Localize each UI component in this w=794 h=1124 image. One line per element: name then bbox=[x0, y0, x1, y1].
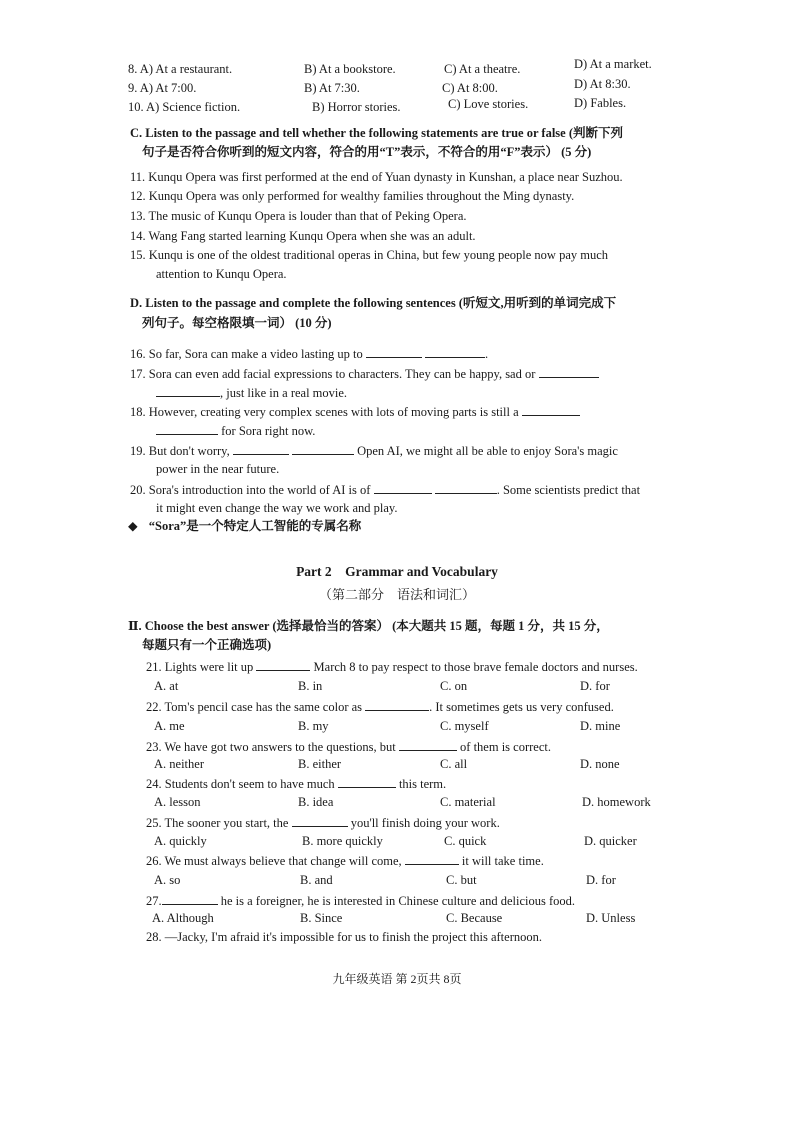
option-text: 9. A) At 7:00. bbox=[128, 81, 197, 95]
statement-11: 11. Kunqu Opera was first performed at the end of Yuan dynasty in Kunshan, a place near Suzhou. bbox=[130, 170, 623, 184]
option-b[interactable]: B. Since bbox=[300, 911, 343, 925]
option-text: C) At a theatre. bbox=[444, 62, 521, 76]
option-c[interactable]: C. all bbox=[440, 757, 468, 771]
blank-field[interactable] bbox=[539, 366, 599, 378]
option-c[interactable]: C. myself bbox=[440, 719, 489, 733]
question-26 bbox=[146, 853, 544, 870]
option-b[interactable]: B. more quickly bbox=[302, 834, 383, 848]
option-b[interactable]: B. my bbox=[298, 719, 329, 733]
instruction: Ⅱ. Choose the best answer (选择最恰当的答案） (本大题共 15 题，每题 1 分，共 15 分， bbox=[128, 619, 609, 633]
blank-field[interactable] bbox=[338, 776, 396, 788]
question-22 bbox=[146, 699, 614, 716]
blank-field[interactable] bbox=[522, 404, 580, 416]
option-text: B) At a bookstore. bbox=[304, 62, 396, 76]
blank-field[interactable] bbox=[156, 423, 218, 435]
option-d[interactable]: D. Unless bbox=[586, 911, 636, 925]
option-c[interactable]: C. quick bbox=[444, 834, 487, 848]
question-stem: he is a foreigner, he is interested in Chinese culture and delicious food. bbox=[220, 894, 576, 908]
question-stem: it will take time. bbox=[461, 854, 544, 868]
question-24 bbox=[146, 776, 446, 793]
section-d-heading-cont: 列句子。每空格限填一词） (10 分) bbox=[142, 316, 332, 330]
diamond-bullet-icon: ◆ bbox=[128, 519, 138, 533]
blank-field[interactable] bbox=[366, 346, 422, 358]
blank-field[interactable] bbox=[156, 385, 220, 397]
option-b[interactable]: B. either bbox=[298, 757, 342, 771]
sentence-text: 20. Sora's introduction into the world of AI is of bbox=[130, 483, 371, 497]
question-stem: 22. Tom's pencil case has the same color as bbox=[146, 700, 363, 714]
statement-12: 12. Kunqu Opera was only performed for wealthy families throughout the Ming dynasty. bbox=[130, 189, 575, 203]
sentence-18-cont bbox=[156, 423, 315, 440]
option-b[interactable]: B. in bbox=[298, 679, 323, 693]
blank-field[interactable] bbox=[256, 659, 310, 671]
blank-field[interactable] bbox=[435, 482, 497, 494]
blank-field[interactable] bbox=[425, 346, 485, 358]
question-stem: 25. The sooner you start, the bbox=[146, 816, 289, 830]
option-text: D) At 8:30. bbox=[574, 77, 631, 91]
question-28: 28. —Jacky, I'm afraid it's impossible for us to finish the project this afternoon. bbox=[146, 930, 542, 944]
note bbox=[128, 519, 361, 535]
blank-field[interactable] bbox=[292, 815, 348, 827]
question-23 bbox=[146, 739, 551, 756]
option-c[interactable]: C. on bbox=[440, 679, 468, 693]
statement-14: 14. Wang Fang started learning Kunqu Opera when she was an adult. bbox=[130, 229, 476, 243]
part-subtitle: （第二部分 语法和词汇） bbox=[318, 587, 475, 602]
blank-field[interactable] bbox=[233, 443, 289, 455]
sentence-17 bbox=[130, 366, 599, 383]
statement-15-cont: attention to Kunqu Opera. bbox=[156, 267, 287, 281]
option-d[interactable]: D. for bbox=[586, 873, 616, 887]
statement-13: 13. The music of Kunqu Opera is louder than that of Peking Opera. bbox=[130, 209, 467, 223]
blank-field[interactable] bbox=[405, 853, 459, 865]
option-d[interactable]: D. quicker bbox=[584, 834, 637, 848]
option-text: B) At 7:30. bbox=[304, 81, 360, 95]
option-text: 10. A) Science fiction. bbox=[128, 100, 241, 114]
question-27 bbox=[146, 893, 575, 910]
options-row-10 bbox=[128, 96, 688, 118]
sentence-19-cont: power in the near future. bbox=[156, 462, 280, 476]
option-d[interactable]: D. none bbox=[580, 757, 620, 771]
option-c[interactable]: C. but bbox=[446, 873, 477, 887]
sentence-text: 17. Sora can even add facial expressions to characters. They can be happy, sad or bbox=[130, 367, 536, 381]
sentence-17-cont bbox=[156, 385, 347, 402]
question-stem: 24. Students don't seem to have much bbox=[146, 777, 335, 791]
sentence-text: , just like in a real movie. bbox=[220, 386, 348, 400]
sentence-16: 16. So far, Sora can make a video lasting up to . bbox=[130, 347, 489, 361]
question-stem: March 8 to pay respect to those brave female doctors and nurses. bbox=[313, 660, 638, 674]
option-a[interactable]: A. at bbox=[154, 679, 179, 693]
blank-field[interactable] bbox=[292, 443, 354, 455]
blank-field[interactable] bbox=[365, 699, 429, 711]
blank-field[interactable] bbox=[162, 893, 218, 905]
sentence-20 bbox=[130, 482, 640, 499]
option-a[interactable]: A. neither bbox=[154, 757, 204, 771]
option-a[interactable]: A. so bbox=[154, 873, 181, 887]
instruction-cont: 每题只有一个正确选项) bbox=[142, 638, 272, 652]
option-c[interactable]: C. material bbox=[440, 795, 496, 809]
option-a[interactable]: A. me bbox=[154, 719, 185, 733]
sentence-text: 16. So far, Sora can make a video lasting up to bbox=[130, 347, 363, 361]
question-stem: 23. We have got two answers to the questions, but bbox=[146, 740, 396, 754]
question-stem: 21. Lights were lit up bbox=[146, 660, 254, 674]
blank-field[interactable] bbox=[399, 739, 457, 751]
option-b[interactable]: B. and bbox=[300, 873, 333, 887]
option-d[interactable]: D. for bbox=[580, 679, 610, 693]
option-a[interactable]: A. lesson bbox=[154, 795, 201, 809]
option-c[interactable]: C. Because bbox=[446, 911, 503, 925]
note-text: “Sora”是一个特定人工智能的专属名称 bbox=[148, 519, 362, 533]
option-d[interactable]: D. homework bbox=[582, 795, 651, 809]
sentence-text: 18. However, creating very complex scenes with lots of moving parts is still a bbox=[130, 405, 519, 419]
question-21 bbox=[146, 659, 638, 676]
question-stem: 27. bbox=[146, 894, 162, 908]
statement-15: 15. Kunqu is one of the oldest traditional operas in China, but few young people now pay much bbox=[130, 248, 609, 262]
option-a[interactable]: A. Although bbox=[152, 911, 214, 925]
sentence-20-cont: it might even change the way we work and play. bbox=[156, 501, 398, 515]
section-c-heading-cont: 句子是否符合你听到的短文内容，符合的用“T”表示，不符合的用“F”表示） (5 分) bbox=[142, 145, 592, 159]
section-d-heading: D. Listen to the passage and complete the following sentences (听短文,用听到的单词完成下 bbox=[130, 296, 617, 310]
question-25 bbox=[146, 815, 500, 832]
option-a[interactable]: A. quickly bbox=[154, 834, 207, 848]
question-stem: . It sometimes gets us very confused. bbox=[429, 700, 614, 714]
option-b[interactable]: B. idea bbox=[298, 795, 334, 809]
question-stem: you'll finish doing your work. bbox=[350, 816, 500, 830]
option-text: 8. A) At a restaurant. bbox=[128, 62, 233, 76]
sentence-text: for Sora right now. bbox=[221, 424, 316, 438]
option-text: B) Horror stories. bbox=[312, 100, 401, 114]
blank-field[interactable] bbox=[374, 482, 432, 494]
section-c-heading: C. Listen to the passage and tell whether the following statements are true or false (判断下列 bbox=[130, 126, 624, 140]
sentence-text: 19. But don't worry, bbox=[130, 444, 230, 458]
question-stem: 26. We must always believe that change will come, bbox=[146, 854, 402, 868]
option-text: C) Love stories. bbox=[448, 97, 529, 111]
option-text: D) Fables. bbox=[574, 96, 627, 110]
option-text: D) At a market. bbox=[574, 57, 652, 71]
option-text: C) At 8:00. bbox=[442, 81, 498, 95]
question-stem: of them is correct. bbox=[460, 740, 551, 754]
sentence-text: Open AI, we might all be able to enjoy Sora's magic bbox=[357, 444, 618, 458]
sentence-text: . Some scientists predict that bbox=[496, 483, 641, 497]
part-title: Part 2 Grammar and Vocabulary bbox=[296, 564, 498, 579]
sentence-18 bbox=[130, 404, 580, 421]
option-d[interactable]: D. mine bbox=[580, 719, 621, 733]
sentence-19 bbox=[130, 443, 618, 460]
question-stem: this term. bbox=[398, 777, 447, 791]
page-footer: 九年级英语 第 2页共 8页 bbox=[332, 972, 462, 986]
